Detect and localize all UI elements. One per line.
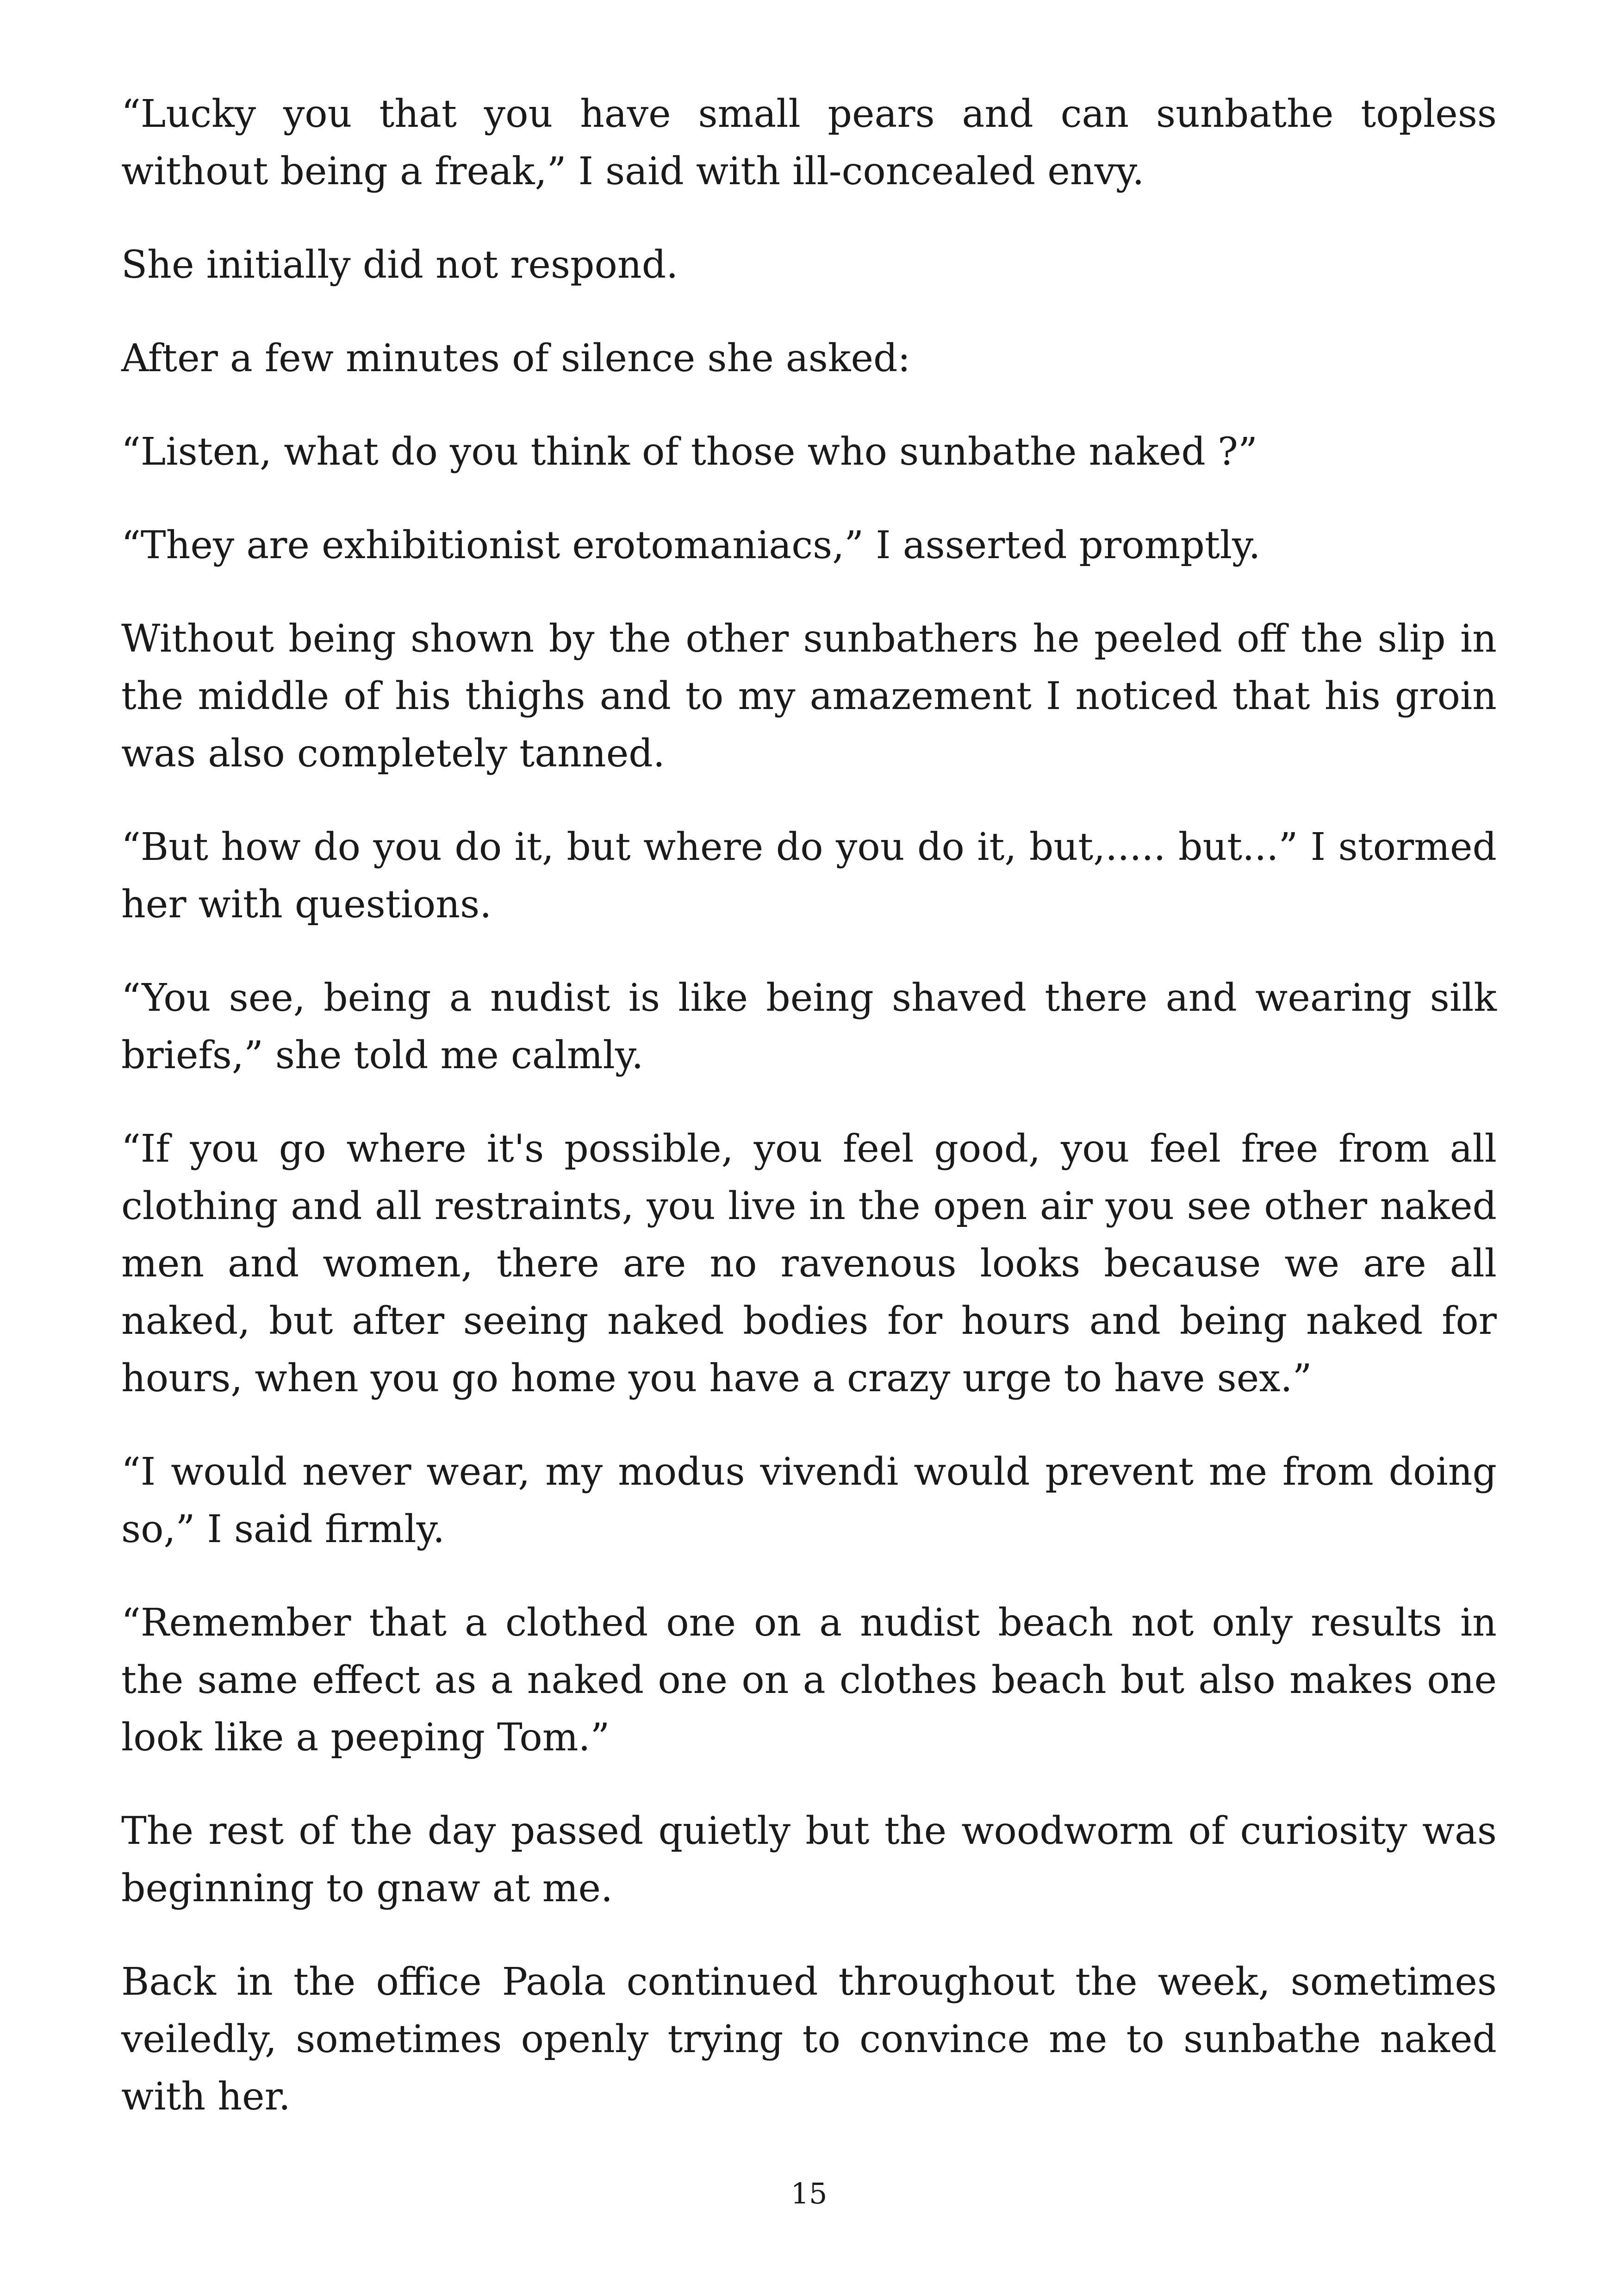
page-number: 15 [790, 2177, 828, 2210]
paragraph: After a few minutes of silence she asked: [121, 336, 911, 380]
paragraph: Without being shown by the other sunbathers he peeled off the slip in the middle of his thighs and to my amazement I noticed that his groin was also completely tanned. [121, 617, 1497, 776]
body-text [121, 86, 1497, 2162]
paragraph: “Remember that a clothed one on a nudist beach not only results in the same effect as a naked one on a clothes beach but also makes one look like a peeping Tom.” [121, 1601, 1497, 1760]
paragraph: “They are exhibitionist erotomaniacs,” I asserted promptly. [121, 523, 1261, 567]
paragraph: “But how do you do it, but where do you do it, but,..... but...” I stormed her with questions. [121, 825, 1497, 927]
paragraph: “Lucky you that you have small pears and can sunbathe topless without being a freak,” I said with ill-concealed envy. [121, 92, 1497, 193]
paragraph: “I would never wear, my modus vivendi would prevent me from doing so,” I said firmly. [121, 1450, 1497, 1551]
paragraph: “Listen, what do you think of those who sunbathe naked ?” [121, 430, 1257, 474]
paragraph: Back in the office Paola continued throughout the week, sometimes veiledly, sometimes openly trying to convince me to sunbathe naked with her. [121, 1960, 1497, 2119]
paragraph: “If you go where it's possible, you feel good, you feel free from all clothing and all restraints, you live in the open air you see other naked men and women, there are no ravenous looks because we are all naked, but after seeing naked bodies for hours and being naked for hours, when you go home you have a crazy urge to have sex.” [121, 1127, 1497, 1400]
paragraph: The rest of the day passed quietly but the woodworm of curiosity was beginning to gnaw at me. [121, 1809, 1497, 1910]
paragraph: “You see, being a nudist is like being shaved there and wearing silk briefs,” she told me calmly. [121, 976, 1497, 1077]
paragraph: She initially did not respond. [121, 243, 678, 287]
